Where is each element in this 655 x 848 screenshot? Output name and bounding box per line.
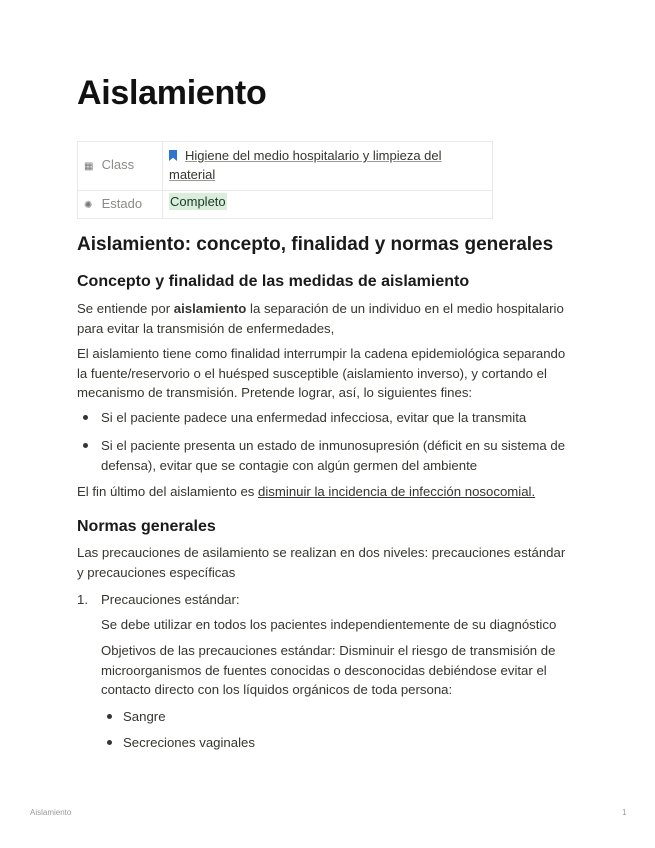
paragraph-estandar-uso: Se debe utilizar en todos los pacientes independientemente de su diagnóstico [101, 617, 557, 632]
class-label: Class [101, 157, 135, 172]
paragraph-estandar-objetivos: Objetivos de las precauciones estándar: Disminuir el riesgo de transmisión de microorganismos de fuentes conocidas o desconocidas debiéndose evitar el contacto directo con los líquidos orgánicos de toda persona: [101, 643, 556, 697]
page-number: 1 [622, 808, 627, 817]
status-badge[interactable]: Completo [170, 194, 226, 209]
property-value-class[interactable] [163, 142, 493, 191]
footer-title: Aislamiento [30, 808, 72, 817]
p1-bold: aislamiento [173, 301, 247, 316]
page-title: Aislamiento [77, 74, 267, 112]
property-row-class [78, 142, 493, 191]
heading-main: Aislamiento: concepto, finalidad y normas generales [77, 234, 554, 255]
properties-table [77, 141, 493, 219]
list-item: Si el paciente presenta un estado de inmunosupresión (déficit en su sistema de defensa), evitar que se contagie con algún germen del ambiente [101, 436, 571, 475]
ordered-list-number: 1. [77, 592, 88, 607]
list-item: Sangre [123, 707, 166, 727]
fin-ultimo-link[interactable]: disminuir la incidencia de infección nosocomial. [258, 484, 536, 499]
estado-label: Estado [101, 196, 143, 211]
property-row-estado [78, 191, 493, 219]
heading-normas: Normas generales [77, 518, 216, 535]
spinner-icon: ✺ [84, 200, 93, 211]
p1-pre: Se entiende por [77, 301, 174, 316]
ordered-list-label: Precauciones estándar: [101, 592, 240, 607]
bookmark-icon [169, 150, 177, 161]
property-key-class [78, 142, 163, 191]
paragraph-definition [77, 299, 572, 338]
list-item: Si el paciente padece una enfermedad infecciosa, evitar que la transmita [101, 408, 571, 428]
paragraph-fin-ultimo [77, 482, 572, 502]
class-link[interactable]: Higiene del medio hospitalario y limpieza del material [169, 148, 442, 182]
paragraph-niveles: Las precauciones de asilamiento se realizan en dos niveles: precauciones estándar y precauciones específicas [77, 545, 566, 580]
list-item: Secreciones vaginales [123, 733, 255, 753]
property-value-estado[interactable] [163, 191, 493, 219]
property-key-estado [78, 191, 163, 219]
heading-concepto: Concepto y finalidad de las medidas de aislamiento [77, 273, 470, 290]
p3-pre: El fin último del aislamiento es [77, 484, 259, 499]
book-icon: ▦ [84, 161, 94, 172]
p1-post: la separación de un individuo en el medio hospitalario para evitar la transmisión de enfermedades, [77, 301, 564, 336]
paragraph-finalidad: El aislamiento tiene como finalidad interrumpir la cadena epidemiológica separando la fuente/reservorio o el huésped susceptible (aislamiento inverso), y cortando el mecanismo de transmisión. Pretende lograr, así, lo siguientes fines: [77, 346, 566, 400]
